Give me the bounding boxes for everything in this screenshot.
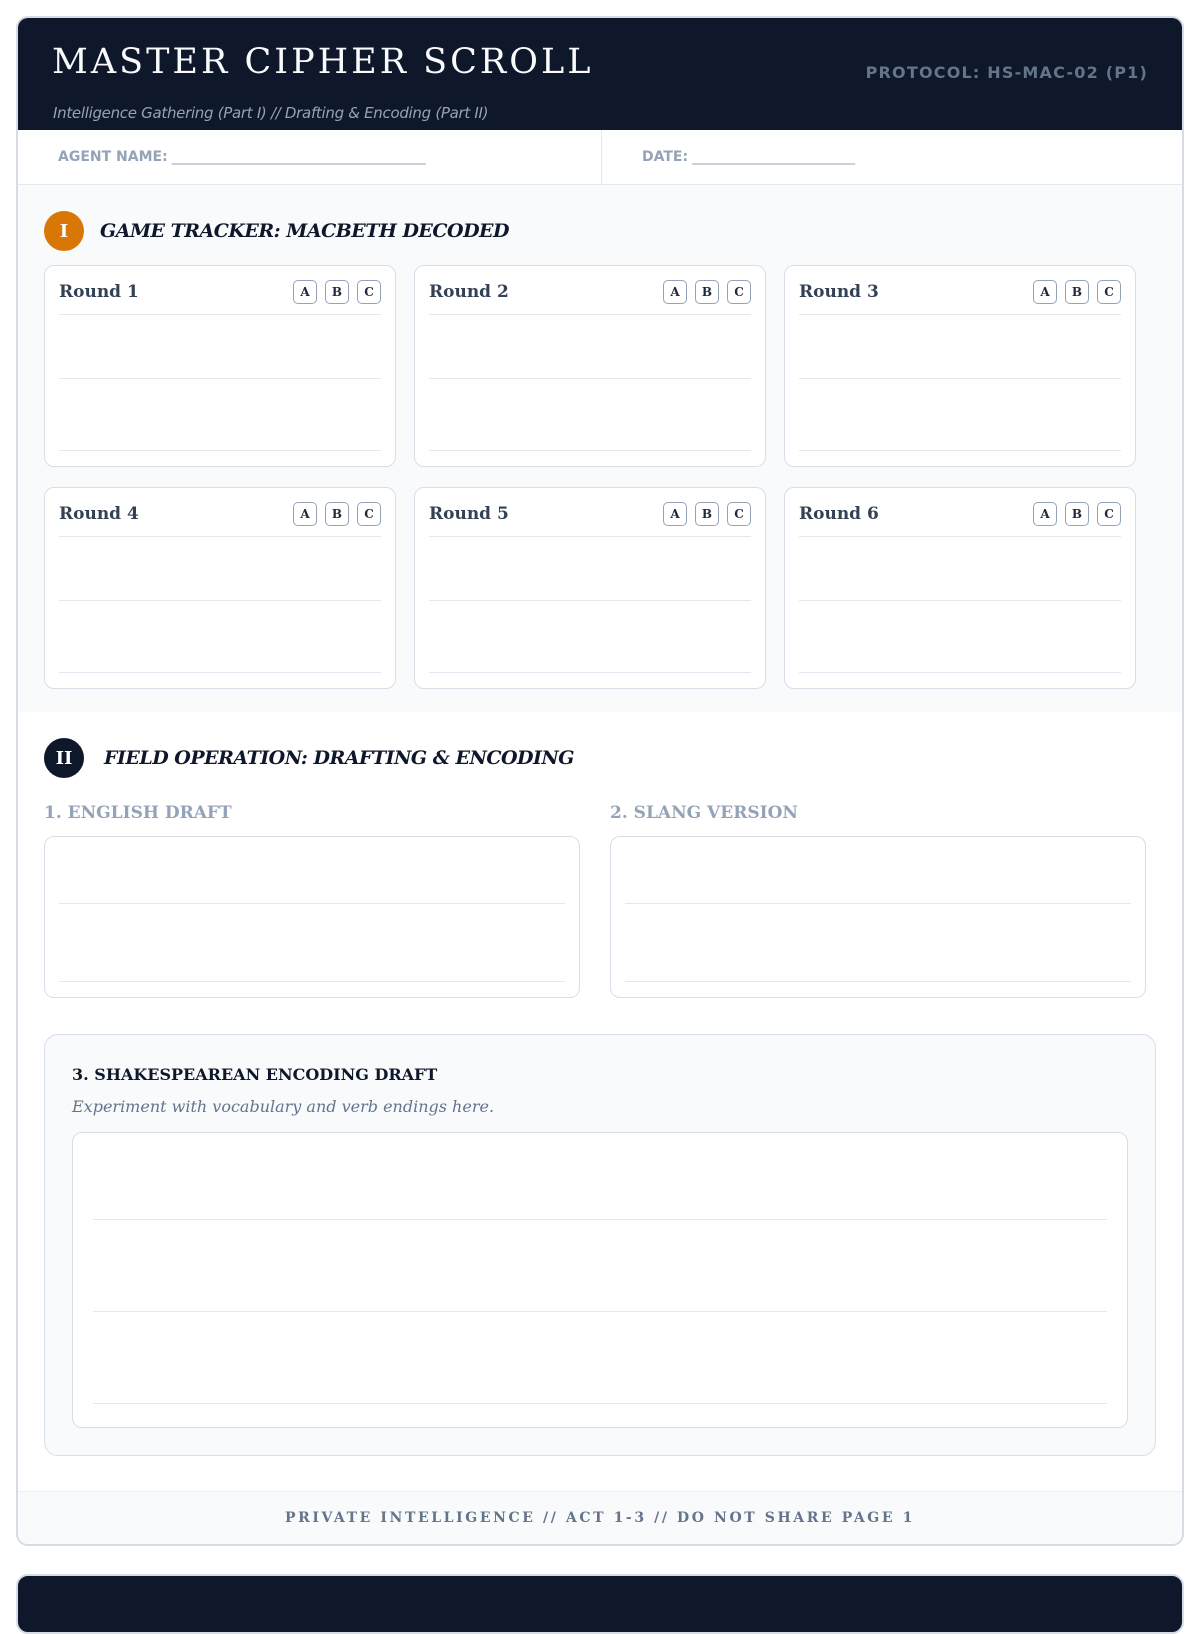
agent-info-row bbox=[18, 130, 1182, 185]
answer-option-checkbox[interactable]: B bbox=[1065, 280, 1089, 304]
page-title: MASTER CIPHER SCROLL bbox=[52, 42, 594, 82]
writing-line bbox=[799, 450, 1121, 451]
answer-option-checkbox[interactable]: A bbox=[663, 280, 687, 304]
page-header bbox=[18, 18, 1182, 130]
answer-option-checkbox[interactable]: C bbox=[727, 280, 751, 304]
writing-line bbox=[429, 450, 751, 451]
writing-line bbox=[59, 981, 565, 982]
shakespearean-title: 3. SHAKESPEAREAN ENCODING DRAFT bbox=[72, 1065, 438, 1084]
answer-option-checkbox[interactable]: B bbox=[325, 280, 349, 304]
agent-name-line: _______________________________________ bbox=[171, 149, 426, 165]
answer-option-checkbox[interactable]: B bbox=[695, 502, 719, 526]
round-card bbox=[784, 265, 1136, 467]
answer-options bbox=[1033, 280, 1121, 304]
answer-options bbox=[293, 502, 381, 526]
writing-line bbox=[625, 981, 1131, 982]
agent-name-field[interactable] bbox=[18, 130, 602, 184]
answer-option-checkbox[interactable]: A bbox=[1033, 502, 1057, 526]
round-label: Round 5 bbox=[429, 504, 509, 524]
answer-option-checkbox[interactable]: A bbox=[293, 502, 317, 526]
answer-option-checkbox[interactable]: C bbox=[727, 502, 751, 526]
round-label: Round 6 bbox=[799, 504, 879, 524]
writing-line bbox=[93, 1311, 1107, 1312]
shakespearean-description: Experiment with vocabulary and verb endings here. bbox=[72, 1097, 495, 1116]
writing-line bbox=[799, 672, 1121, 673]
agent-name-label: AGENT NAME: bbox=[58, 149, 168, 165]
writing-line bbox=[429, 536, 751, 537]
answer-option-checkbox[interactable]: B bbox=[1065, 502, 1089, 526]
answer-option-checkbox[interactable]: B bbox=[325, 502, 349, 526]
section-title: GAME TRACKER: MACBETH DECODED bbox=[100, 220, 510, 242]
round-card bbox=[414, 487, 766, 689]
date-label: DATE: bbox=[642, 149, 689, 165]
section-heading bbox=[44, 738, 574, 778]
writing-line bbox=[799, 314, 1121, 315]
writing-line bbox=[93, 1403, 1107, 1404]
protocol-code: PROTOCOL: HS-MAC-02 (P1) bbox=[865, 63, 1148, 82]
answer-option-checkbox[interactable]: A bbox=[1033, 280, 1057, 304]
round-label: Round 2 bbox=[429, 282, 509, 302]
writing-line bbox=[59, 378, 381, 379]
writing-line bbox=[59, 903, 565, 904]
answer-options bbox=[293, 280, 381, 304]
round-label: Round 3 bbox=[799, 282, 879, 302]
english-draft-area[interactable] bbox=[44, 836, 580, 998]
writing-line bbox=[59, 672, 381, 673]
rounds-grid bbox=[44, 265, 1136, 689]
writing-line bbox=[429, 378, 751, 379]
answer-options bbox=[663, 502, 751, 526]
round-card bbox=[414, 265, 766, 467]
cipher-scroll-page bbox=[16, 16, 1184, 1546]
slang-version-area[interactable] bbox=[610, 836, 1146, 998]
writing-line bbox=[93, 1219, 1107, 1220]
section-heading bbox=[44, 211, 509, 251]
round-card bbox=[44, 487, 396, 689]
answer-option-checkbox[interactable]: C bbox=[1097, 280, 1121, 304]
writing-line bbox=[429, 600, 751, 601]
writing-line bbox=[799, 600, 1121, 601]
writing-line bbox=[429, 314, 751, 315]
section-badge: II bbox=[44, 738, 84, 778]
writing-line bbox=[59, 600, 381, 601]
page-footer: PRIVATE INTELLIGENCE // ACT 1-3 // DO NOT SHARE PAGE 1 bbox=[18, 1491, 1182, 1544]
english-draft-label: 1. ENGLISH DRAFT bbox=[44, 803, 232, 823]
game-tracker-section bbox=[18, 185, 1182, 712]
answer-option-checkbox[interactable]: A bbox=[663, 502, 687, 526]
next-page-header bbox=[16, 1574, 1184, 1634]
answer-option-checkbox[interactable]: C bbox=[357, 280, 381, 304]
answer-option-checkbox[interactable]: C bbox=[1097, 502, 1121, 526]
answer-options bbox=[663, 280, 751, 304]
shakespearean-draft-panel bbox=[44, 1034, 1156, 1456]
section-title: FIELD OPERATION: DRAFTING & ENCODING bbox=[104, 747, 574, 769]
date-field[interactable] bbox=[602, 130, 855, 184]
round-card bbox=[44, 265, 396, 467]
shakespearean-writing-area[interactable] bbox=[72, 1132, 1128, 1428]
field-operation-section bbox=[18, 712, 1182, 1472]
writing-line bbox=[625, 903, 1131, 904]
writing-line bbox=[799, 378, 1121, 379]
date-line: _________________________ bbox=[692, 149, 855, 165]
writing-line bbox=[429, 672, 751, 673]
answer-option-checkbox[interactable]: B bbox=[695, 280, 719, 304]
page-subtitle: Intelligence Gathering (Part I) // Drafting & Encoding (Part II) bbox=[53, 104, 489, 122]
writing-line bbox=[799, 536, 1121, 537]
writing-line bbox=[59, 536, 381, 537]
answer-option-checkbox[interactable]: A bbox=[293, 280, 317, 304]
section-badge: I bbox=[44, 211, 84, 251]
answer-option-checkbox[interactable]: C bbox=[357, 502, 381, 526]
round-label: Round 4 bbox=[59, 504, 139, 524]
round-label: Round 1 bbox=[59, 282, 139, 302]
answer-options bbox=[1033, 502, 1121, 526]
writing-line bbox=[59, 450, 381, 451]
slang-version-label: 2. SLANG VERSION bbox=[610, 803, 798, 823]
writing-line bbox=[59, 314, 381, 315]
round-card bbox=[784, 487, 1136, 689]
